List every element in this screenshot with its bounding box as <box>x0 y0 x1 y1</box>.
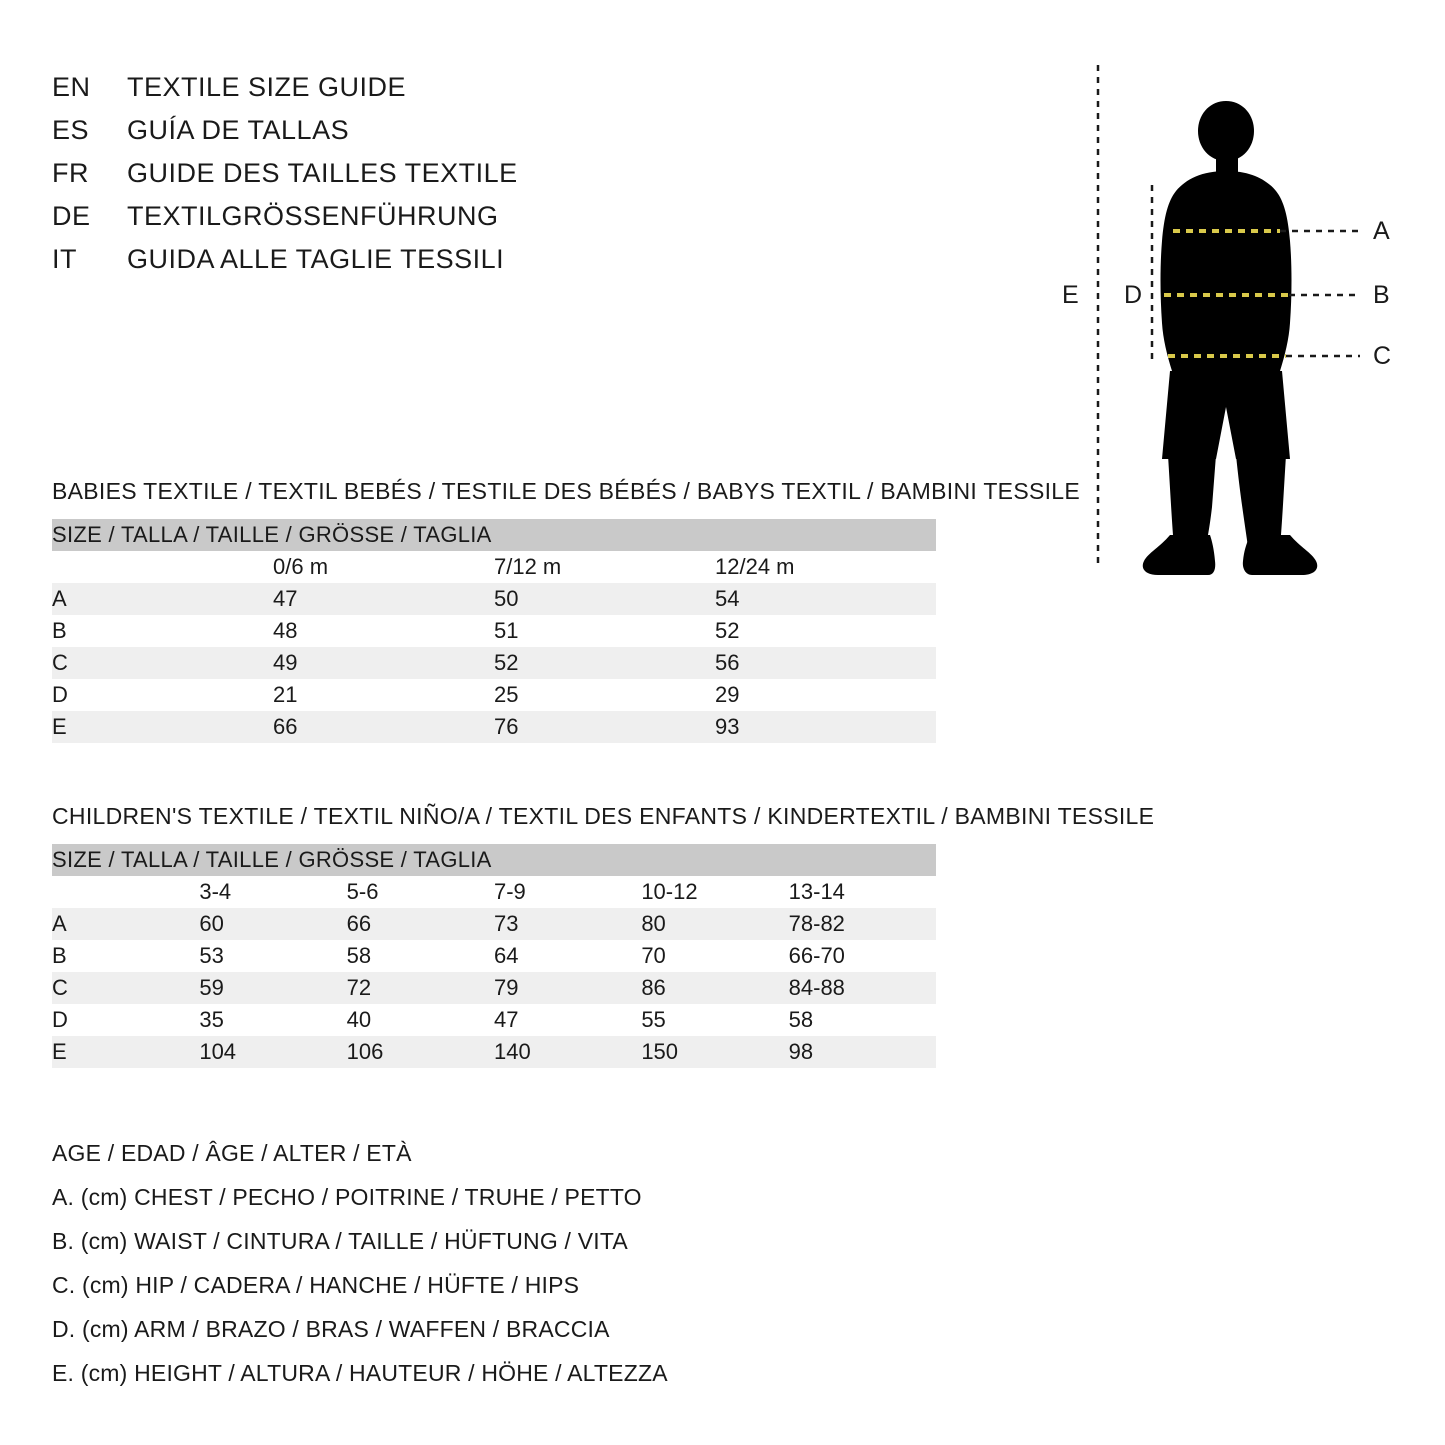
children-cell-e-2: 140 <box>494 1036 641 1068</box>
babies-cell-a-0: 47 <box>273 583 494 615</box>
children-cell-e-0: 104 <box>199 1036 346 1068</box>
language-row-fr <box>52 158 672 201</box>
babies-cell-e-0: 66 <box>273 711 494 743</box>
children-cell-b-2: 64 <box>494 940 641 972</box>
children-cell-c-0: 59 <box>199 972 346 1004</box>
babies-row-label-d: D <box>52 679 273 711</box>
legend-item-age: AGE / EDAD / ÂGE / ALTER / ETÀ <box>52 1140 412 1166</box>
language-text-it: GUIDA ALLE TAGLIE TESSILI <box>127 244 505 274</box>
children-column-3: 10-12 <box>641 876 788 908</box>
children-cell-e-1: 106 <box>347 1036 494 1068</box>
babies-row-label-c: C <box>52 647 273 679</box>
children-cell-b-1: 58 <box>347 940 494 972</box>
children-cell-d-2: 47 <box>494 1004 641 1036</box>
table-row <box>52 679 936 711</box>
language-row-de <box>52 201 672 244</box>
figure-label-a: A <box>1373 217 1390 245</box>
children-cell-b-4: 66-70 <box>789 940 936 972</box>
children-column-4: 13-14 <box>789 876 936 908</box>
babies-cell-a-2: 54 <box>715 583 936 615</box>
table-row <box>52 1036 936 1068</box>
babies-cell-b-0: 48 <box>273 615 494 647</box>
babies-column-header-row <box>52 551 936 583</box>
children-cell-d-4: 58 <box>789 1004 936 1036</box>
babies-row-label-b: B <box>52 615 273 647</box>
children-cell-d-3: 55 <box>641 1004 788 1036</box>
table-row <box>52 711 936 743</box>
language-code-fr: FR <box>52 158 89 188</box>
figure-label-e: E <box>1062 281 1079 309</box>
language-text-fr: GUIDE DES TAILLES TEXTILE <box>127 158 518 188</box>
language-code-en: EN <box>52 72 91 102</box>
language-text-es: GUÍA DE TALLAS <box>127 115 350 145</box>
babies-cell-d-0: 21 <box>273 679 494 711</box>
babies-cell-d-1: 25 <box>494 679 715 711</box>
children-cell-a-2: 73 <box>494 908 641 940</box>
children-size-table <box>52 844 936 1068</box>
children-row-label-c: C <box>52 972 199 1004</box>
babies-column-2: 12/24 m <box>715 551 936 583</box>
children-cell-d-1: 40 <box>347 1004 494 1036</box>
children-cell-a-3: 80 <box>641 908 788 940</box>
children-column-0: 3-4 <box>199 876 346 908</box>
babies-cell-b-1: 51 <box>494 615 715 647</box>
language-code-es: ES <box>52 115 90 145</box>
measurement-legend <box>52 1140 952 1404</box>
figure-label-d: D <box>1124 281 1143 309</box>
babies-column-1: 7/12 m <box>494 551 715 583</box>
legend-item-c-hip: C. (cm) HIP / CADERA / HANCHE / HÜFTE / HIPS <box>52 1272 580 1298</box>
babies-cell-d-2: 29 <box>715 679 936 711</box>
children-cell-a-4: 78-82 <box>789 908 936 940</box>
table-row <box>52 940 936 972</box>
children-corner-cell <box>52 876 199 908</box>
language-title-block <box>52 72 672 287</box>
babies-cell-a-1: 50 <box>494 583 715 615</box>
babies-row-label-a: A <box>52 583 273 615</box>
babies-cell-e-2: 93 <box>715 711 936 743</box>
children-cell-e-4: 98 <box>789 1036 936 1068</box>
table-row <box>52 583 936 615</box>
children-cell-b-0: 53 <box>199 940 346 972</box>
children-cell-d-0: 35 <box>199 1004 346 1036</box>
language-row-it <box>52 244 672 287</box>
language-text-de: TEXTILGRÖSSENFÜHRUNG <box>127 201 499 231</box>
children-section-title: CHILDREN'S TEXTILE / TEXTIL NIÑO/A / TEXTIL DES ENFANTS / KINDERTEXTIL / BAMBINI TESSILE <box>52 803 1155 829</box>
children-cell-e-3: 150 <box>641 1036 788 1068</box>
babies-section <box>52 478 1212 743</box>
table-row <box>52 615 936 647</box>
children-column-header-row <box>52 876 936 908</box>
babies-column-0: 0/6 m <box>273 551 494 583</box>
children-row-label-d: D <box>52 1004 199 1036</box>
legend-item-b-waist: B. (cm) WAIST / CINTURA / TAILLE / HÜFTUNG / VITA <box>52 1228 628 1254</box>
table-row <box>52 1004 936 1036</box>
children-cell-a-1: 66 <box>347 908 494 940</box>
children-cell-c-3: 86 <box>641 972 788 1004</box>
children-size-header: SIZE / TALLA / TAILLE / GRÖSSE / TAGLIA <box>52 844 936 876</box>
babies-size-header-row <box>52 519 936 551</box>
table-row <box>52 908 936 940</box>
children-cell-a-0: 60 <box>199 908 346 940</box>
babies-cell-c-2: 56 <box>715 647 936 679</box>
legend-item-a-chest: A. (cm) CHEST / PECHO / POITRINE / TRUHE / PETTO <box>52 1184 642 1210</box>
table-row <box>52 972 936 1004</box>
babies-size-table <box>52 519 936 743</box>
legend-item-d-arm: D. (cm) ARM / BRAZO / BRAS / WAFFEN / BRACCIA <box>52 1316 610 1342</box>
children-cell-b-3: 70 <box>641 940 788 972</box>
legend-item-e-height: E. (cm) HEIGHT / ALTURA / HAUTEUR / HÖHE / ALTEZZA <box>52 1360 668 1386</box>
children-cell-c-2: 79 <box>494 972 641 1004</box>
children-row-label-a: A <box>52 908 199 940</box>
children-row-label-b: B <box>52 940 199 972</box>
babies-corner-cell <box>52 551 273 583</box>
babies-cell-e-1: 76 <box>494 711 715 743</box>
children-size-header-row <box>52 844 936 876</box>
babies-section-title: BABIES TEXTILE / TEXTIL BEBÉS / TESTILE DES BÉBÉS / BABYS TEXTIL / BAMBINI TESSILE <box>52 478 1081 504</box>
children-row-label-e: E <box>52 1036 199 1068</box>
babies-row-label-e: E <box>52 711 273 743</box>
language-row-es <box>52 115 672 158</box>
language-row-en <box>52 72 672 115</box>
children-cell-c-1: 72 <box>347 972 494 1004</box>
babies-cell-c-1: 52 <box>494 647 715 679</box>
language-code-it: IT <box>52 244 77 274</box>
language-code-de: DE <box>52 201 91 231</box>
figure-label-c: C <box>1373 342 1392 370</box>
babies-cell-c-0: 49 <box>273 647 494 679</box>
babies-size-header: SIZE / TALLA / TAILLE / GRÖSSE / TAGLIA <box>52 519 936 551</box>
figure-label-b: B <box>1373 281 1390 309</box>
children-cell-c-4: 84-88 <box>789 972 936 1004</box>
table-row <box>52 647 936 679</box>
children-column-2: 7-9 <box>494 876 641 908</box>
children-column-1: 5-6 <box>347 876 494 908</box>
babies-cell-b-2: 52 <box>715 615 936 647</box>
children-section <box>52 803 1212 1068</box>
language-text-en: TEXTILE SIZE GUIDE <box>127 72 407 102</box>
